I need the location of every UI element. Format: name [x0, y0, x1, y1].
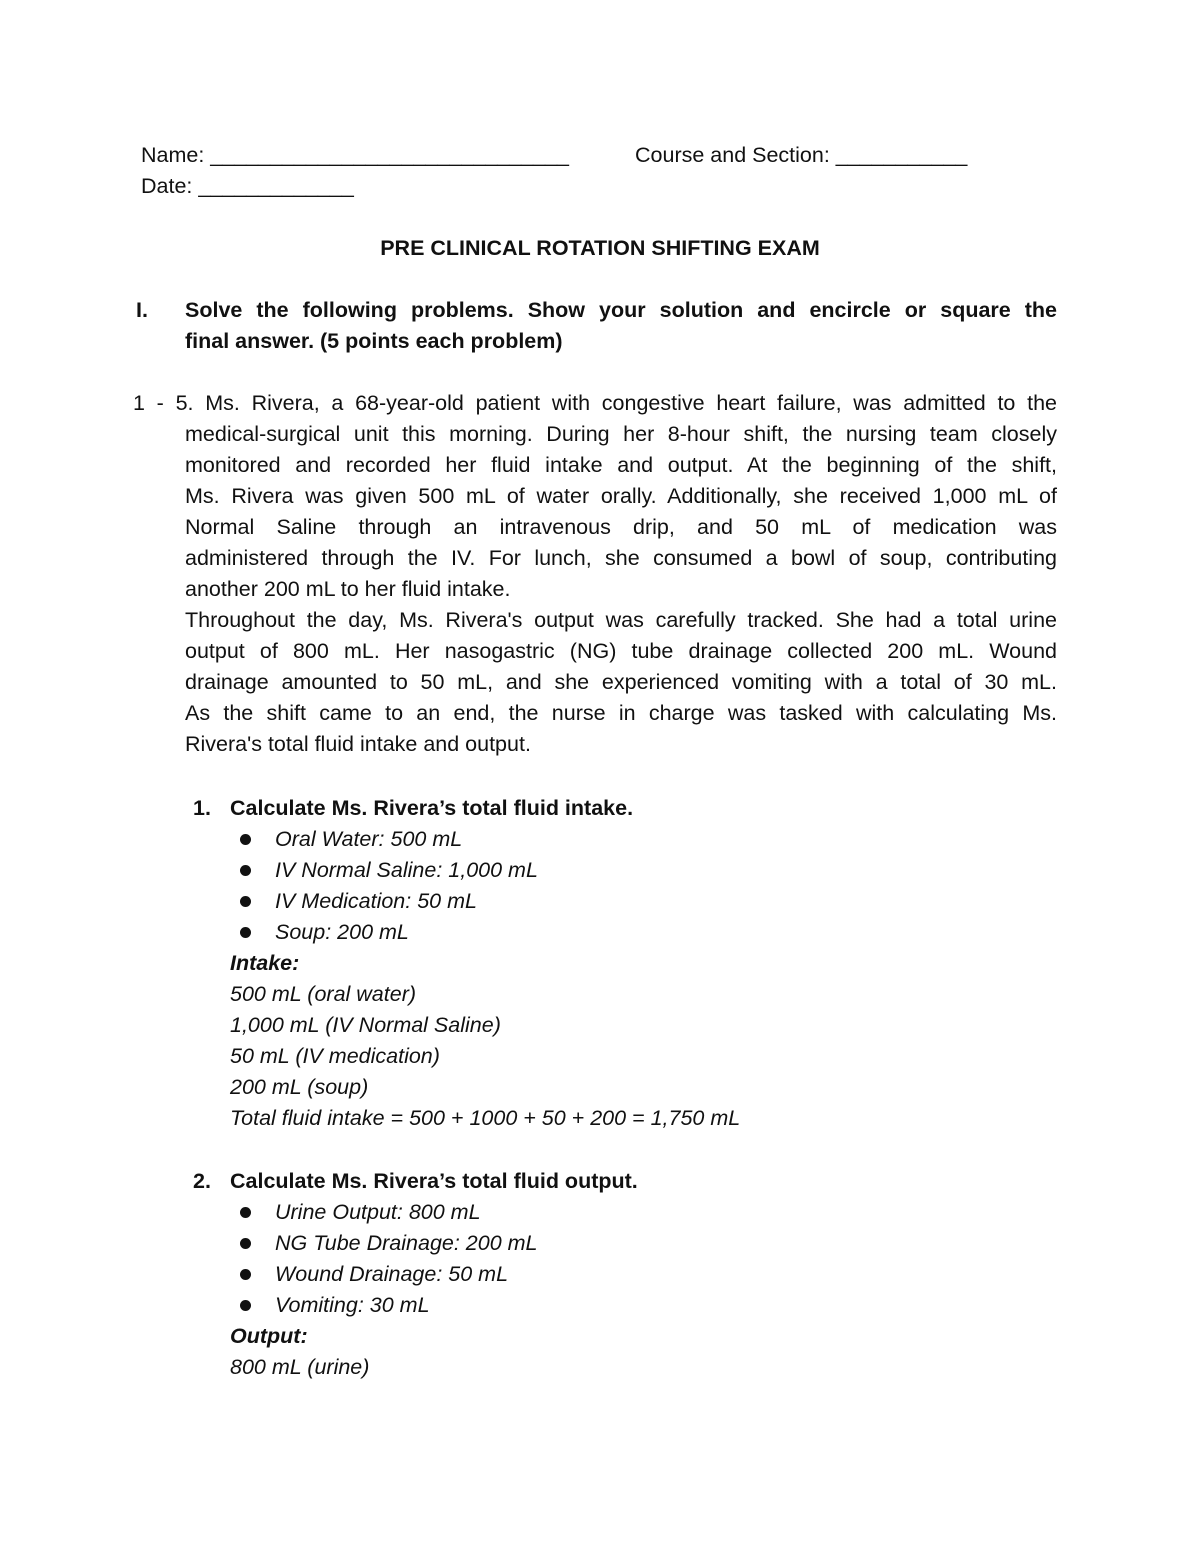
q1-line-1: 500 mL (oral water) — [230, 982, 417, 1006]
q2-bullet-3: Wound Drainage: 50 mL — [275, 1262, 509, 1286]
problem-line-3: monitored and recorded her fluid intake and output. At the beginning of the shift, — [185, 453, 1057, 477]
problem-line-2: medical-surgical unit this morning. During her 8-hour shift, the nursing team closely — [185, 422, 1057, 446]
q2-number: 2. — [193, 1169, 211, 1193]
section-instruction-line-2: final answer. (5 points each problem) — [185, 329, 563, 353]
q1-bullet-1: Oral Water: 500 mL — [275, 827, 463, 851]
q1-question: Calculate Ms. Rivera’s total fluid intake. — [230, 796, 634, 820]
problem-line-11: As the shift came to an end, the nurse in charge was tasked with calculating Ms. — [185, 701, 1057, 725]
problem-line-6: administered through the IV. For lunch, she consumed a bowl of soup, contributing — [185, 546, 1057, 570]
course-section-field: Course and Section: ___________ — [635, 143, 968, 167]
q1-line-3: 50 mL (IV medication) — [230, 1044, 440, 1068]
section-instruction-line-1: Solve the following problems. Show your solution and encircle or square the — [185, 298, 1057, 322]
q1-number: 1. — [193, 796, 211, 820]
bullet-icon — [240, 865, 251, 876]
exam-title: PRE CLINICAL ROTATION SHIFTING EXAM — [380, 236, 820, 260]
bullet-icon — [240, 1300, 251, 1311]
bullet-icon — [240, 1238, 251, 1249]
bullet-icon — [240, 927, 251, 938]
problem-line-9: output of 800 mL. Her nasogastric (NG) tube drainage collected 200 mL. Wound — [185, 639, 1057, 663]
problem-line-7: another 200 mL to her fluid intake. — [185, 577, 511, 601]
q1-bullet-3: IV Medication: 50 mL — [275, 889, 477, 913]
q1-line-4: 200 mL (soup) — [230, 1075, 369, 1099]
problem-line-12: Rivera's total fluid intake and output. — [185, 732, 531, 756]
problem-line-4: Ms. Rivera was given 500 mL of water orally. Additionally, she received 1,000 mL of — [185, 484, 1057, 508]
section-number: I. — [136, 298, 148, 322]
bullet-icon — [240, 834, 251, 845]
q2-bullet-4: Vomiting: 30 mL — [275, 1293, 430, 1317]
date-field: Date: _____________ — [141, 174, 354, 198]
bullet-icon — [240, 896, 251, 907]
problem-line-1: 1 - 5. Ms. Rivera, a 68-year-old patient with congestive heart failure, was admitted to the — [133, 391, 1057, 415]
q2-bullet-1: Urine Output: 800 mL — [275, 1200, 481, 1224]
q2-label: Output: — [230, 1324, 308, 1348]
q1-bullet-2: IV Normal Saline: 1,000 mL — [275, 858, 538, 882]
problem-line-10: drainage amounted to 50 mL, and she experienced vomiting with a total of 30 mL. — [185, 670, 1057, 694]
q2-question: Calculate Ms. Rivera’s total fluid output. — [230, 1169, 638, 1193]
q1-total: Total fluid intake = 500 + 1000 + 50 + 200 = 1,750 mL — [230, 1106, 741, 1130]
q1-bullet-4: Soup: 200 mL — [275, 920, 409, 944]
bullet-icon — [240, 1269, 251, 1280]
q2-line-1: 800 mL (urine) — [230, 1355, 370, 1379]
bullet-icon — [240, 1207, 251, 1218]
name-field: Name: ______________________________ — [141, 143, 570, 167]
q1-label: Intake: — [230, 951, 300, 975]
q1-line-2: 1,000 mL (IV Normal Saline) — [230, 1013, 501, 1037]
q2-bullet-2: NG Tube Drainage: 200 mL — [275, 1231, 538, 1255]
problem-line-8: Throughout the day, Ms. Rivera's output was carefully tracked. She had a total urine — [185, 608, 1057, 632]
problem-line-5: Normal Saline through an intravenous drip, and 50 mL of medication was — [185, 515, 1057, 539]
